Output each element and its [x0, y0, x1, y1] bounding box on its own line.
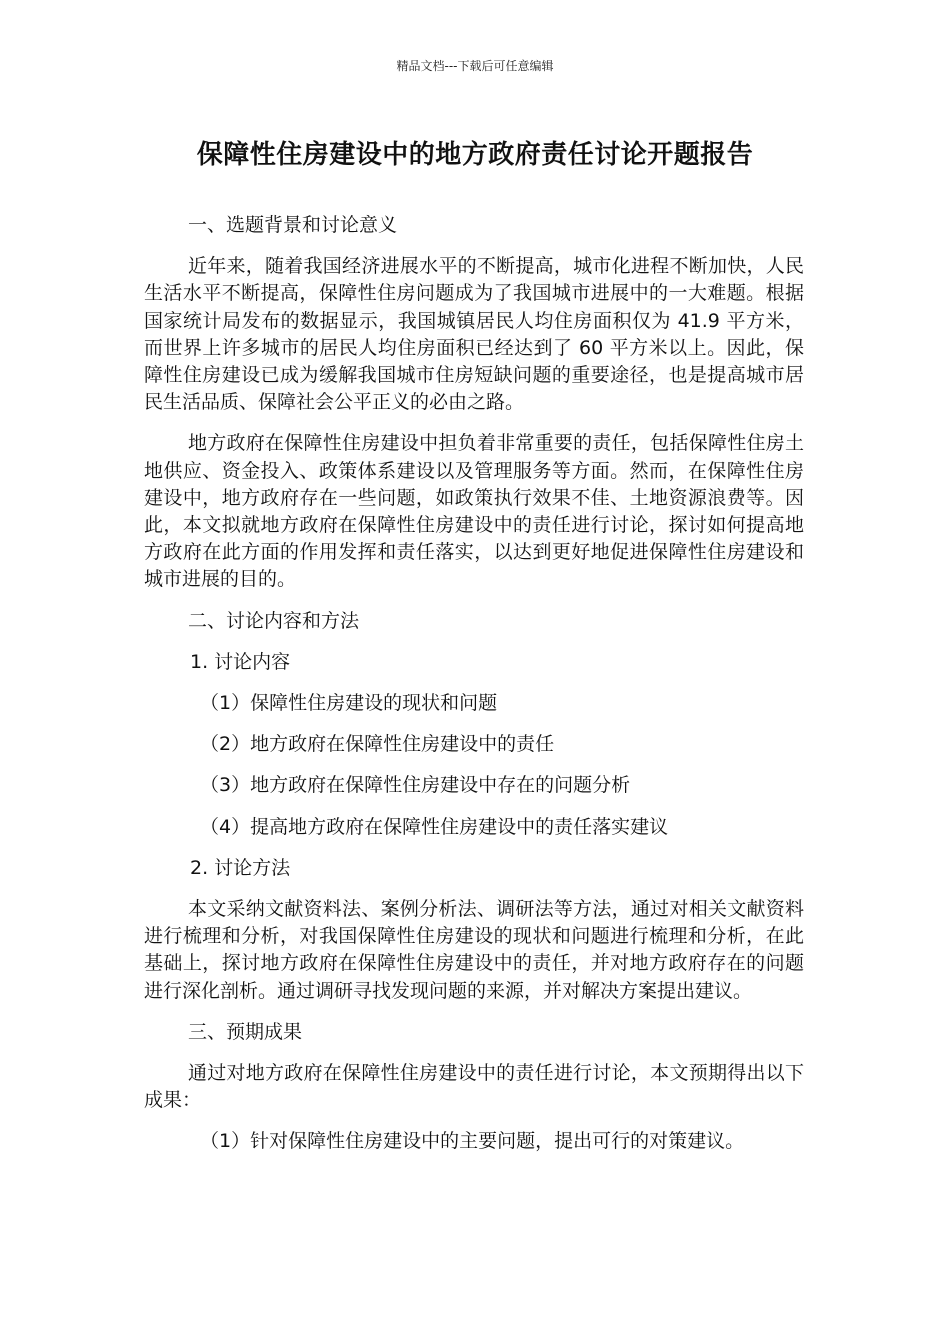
section-1-paragraph-1: 近年来，随着我国经济进展水平的不断提高，城市化进程不断加快，人民生活水平不断提高，保障性住房问题成为了我国城市进展中的一大难题。根据国家统计局发布的数据显示，我国城镇居民人均住房面积仅为 41.9 平方米，而世界上许多城市的居民人均住房面积已经达到了 60 平方米以上。因此，保障性住房建设已成为缓解我国城市住房短缺问题的重要途径，也是提高城市居民生活品质、保障社会公平正义的必由之路。	[144, 255, 804, 414]
list-item: （3）地方政府在保障性住房建设中存在的问题分析	[200, 774, 631, 797]
section-2-sub-heading-1: 1. 讨论内容	[190, 650, 291, 673]
list-item: （1）保障性住房建设的现状和问题	[200, 692, 498, 715]
section-1-heading: 一、选题背景和讨论意义	[188, 214, 398, 236]
section-2-paragraph-1: 本文采纳文献资料法、案例分析法、调研法等方法，通过对相关文献资料进行梳理和分析，对我国保障性住房建设的现状和问题进行梳理和分析，在此基础上，探讨地方政府在保障性住房建设中的责任，并对地方政府存在的问题进行深化剖析。通过调研寻找发现问题的来源，并对解决方案提出建议。	[144, 898, 804, 1002]
document-title: 保障性住房建设中的地方政府责任讨论开题报告	[196, 140, 754, 170]
section-1-paragraph-2: 地方政府在保障性住房建设中担负着非常重要的责任，包括保障性住房土地供应、资金投入、政策体系建设以及管理服务等方面。然而，在保障性住房建设中，地方政府存在一些问题，如政策执行效果不佳、土地资源浪费等。因此，本文拟就地方政府在保障性住房建设中的责任进行讨论，探讨如何提高地方政府在此方面的作用发挥和责任落实，以达到更好地促进保障性住房建设和城市进展的目的。	[144, 432, 804, 591]
section-3-heading: 三、预期成果	[188, 1020, 303, 1043]
list-item: （1）针对保障性住房建设中的主要问题，提出可行的对策建议。	[200, 1130, 745, 1153]
section-3-paragraph-1: 通过对地方政府在保障性住房建设中的责任进行讨论，本文预期得出以下成果：	[144, 1062, 804, 1112]
list-item: （2）地方政府在保障性住房建设中的责任	[200, 733, 555, 756]
document-body	[144, 212, 804, 1170]
header-note: 精品文档---下载后可任意编辑	[396, 59, 554, 73]
section-2-heading: 二、讨论内容和方法	[188, 609, 360, 632]
section-2-sub-heading-2: 2. 讨论方法	[190, 856, 291, 879]
list-item: （4）提高地方政府在保障性住房建设中的责任落实建议	[200, 815, 669, 838]
